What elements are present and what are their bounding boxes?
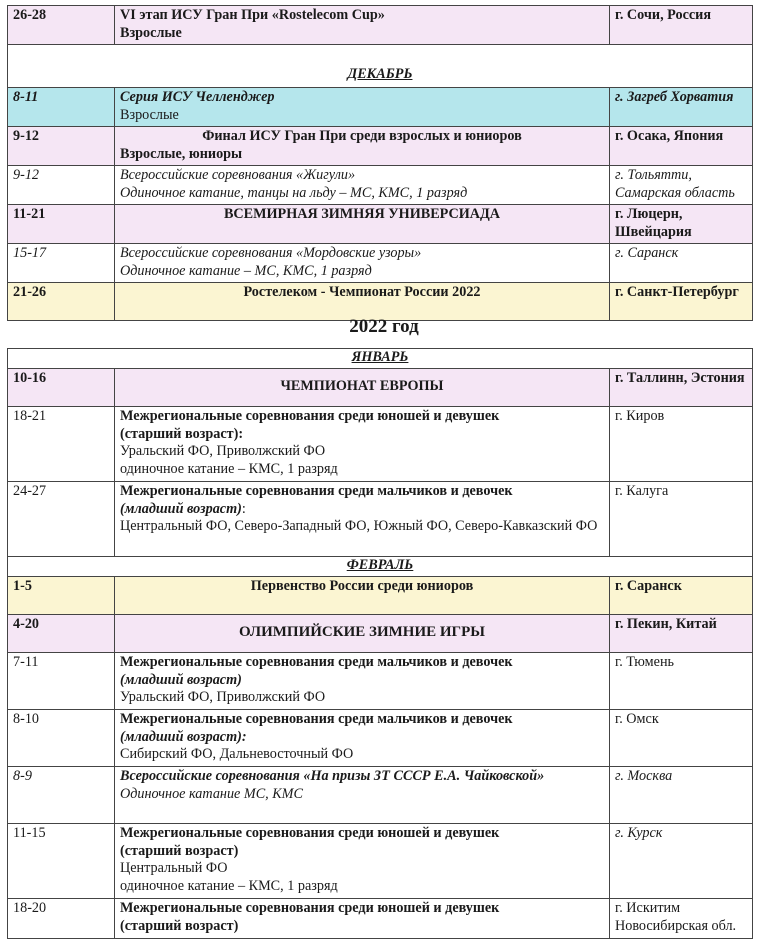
event-category: Взрослые <box>120 106 179 123</box>
date-cell: 24-27 <box>8 482 115 557</box>
event-cell <box>115 6 610 45</box>
table-row <box>8 88 753 127</box>
month-row-january <box>8 349 753 369</box>
table-row <box>8 653 753 710</box>
event-districts: Уральский ФО, Приволжский ФО <box>120 689 326 705</box>
table-row <box>8 369 753 407</box>
date-cell: 8-9 <box>8 767 115 824</box>
event-category: Одиночное катание – МС, КМС, 1 разряд <box>120 262 372 279</box>
table-row <box>8 577 753 615</box>
event-cell: ОЛИМПИЙСКИЕ ЗИМНИЕ ИГРЫ <box>115 615 610 653</box>
event-cell <box>115 899 610 939</box>
table-row <box>8 166 753 205</box>
date-cell: 4-20 <box>8 615 115 653</box>
place-cell: г. Пекин, Китай <box>609 615 752 653</box>
date-cell: 8-10 <box>8 710 115 767</box>
event-cell <box>115 88 610 127</box>
place-cell: г. Москва <box>609 767 752 824</box>
place-cell: г. Тольятти, Самарская область <box>610 166 753 205</box>
event-category: Одиночное катание, танцы на льду – МС, КМС, 1 разряд <box>120 184 468 201</box>
event-title: Межрегиональные соревнования среди мальчиков и девочек <box>120 654 513 670</box>
place-cell: г. Искитим Новосибирская обл. <box>609 899 752 939</box>
place-cell: г. Осака, Япония <box>610 127 753 166</box>
date-cell: 18-21 <box>8 407 115 482</box>
month-row-december <box>8 66 753 88</box>
month-row-february <box>8 557 753 577</box>
month-label: ФЕВРАЛЬ <box>346 557 414 573</box>
table-row <box>8 6 753 45</box>
year-heading: 2022 год <box>349 316 419 337</box>
event-category: Взрослые, юниоры <box>120 145 243 162</box>
date-cell: 11-15 <box>8 824 115 899</box>
event-age: (младший возраст) <box>120 500 242 517</box>
event-title: Серия ИСУ Челленджер <box>120 89 275 105</box>
table-row <box>8 244 753 283</box>
table-row <box>8 710 753 767</box>
place-cell: г. Сочи, Россия <box>610 6 753 45</box>
date-cell: 9-12 <box>8 166 115 205</box>
event-cell <box>115 127 610 166</box>
event-title: Межрегиональные соревнования среди юношей и девушек <box>120 900 500 916</box>
date-cell: 7-11 <box>8 653 115 710</box>
event-discipline: одиночное катание – КМС, 1 разряд <box>120 460 338 477</box>
event-districts: Уральский ФО, Приволжский ФО <box>120 443 326 459</box>
event-title: Финал ИСУ Гран При среди взрослых и юниоров <box>202 128 522 144</box>
place-cell: г. Тюмень <box>609 653 752 710</box>
event-age: (младший возраст) <box>120 671 242 688</box>
event-cell <box>115 244 610 283</box>
date-cell: 8-11 <box>8 88 115 127</box>
date-cell: 26-28 <box>8 6 115 45</box>
event-discipline: одиночное катание – КМС, 1 разряд <box>120 877 338 894</box>
event-cell: ЧЕМПИОНАТ ЕВРОПЫ <box>115 369 610 407</box>
event-cell <box>115 166 610 205</box>
table-row <box>8 767 753 824</box>
event-districts: Центральный ФО <box>120 860 228 876</box>
place-cell: г. Загреб Хорватия <box>610 88 753 127</box>
schedule-table-2022 <box>7 348 753 939</box>
event-age: (старший возраст) <box>120 917 239 934</box>
event-age: (старший возраст) <box>120 842 239 859</box>
event-cell <box>115 767 610 824</box>
event-age: (младший возраст): <box>120 728 247 745</box>
event-districts: Сибирский ФО, Дальневосточный ФО <box>120 746 354 762</box>
month-label: ЯНВАРЬ <box>351 349 409 365</box>
event-title: Межрегиональные соревнования среди мальчиков и девочек <box>120 711 513 727</box>
spacer-row <box>8 45 753 66</box>
event-title: Всероссийские соревнования «Жигули» <box>120 167 356 183</box>
event-cell <box>115 407 610 482</box>
place-cell: г. Санкт-Петербург <box>610 283 753 321</box>
table-row <box>8 283 753 321</box>
event-category: Взрослые <box>120 24 182 41</box>
event-cell: Ростелеком - Чемпионат России 2022 <box>115 283 610 321</box>
table-row <box>8 615 753 653</box>
event-discipline: Одиночное катание МС, КМС <box>120 785 303 802</box>
month-label: ДЕКАБРЬ <box>347 65 413 82</box>
event-cell <box>115 710 610 767</box>
event-age: (старший возраст): <box>120 425 244 442</box>
table-row <box>8 482 753 557</box>
place-cell: г. Омск <box>609 710 752 767</box>
event-age-colon: : <box>241 500 246 517</box>
event-cell <box>115 653 610 710</box>
date-cell: 11-21 <box>8 205 115 244</box>
event-title: Всероссийские соревнования «Мордовские узоры» <box>120 245 422 261</box>
event-cell <box>115 482 610 557</box>
place-cell: г. Киров <box>609 407 752 482</box>
date-cell: 15-17 <box>8 244 115 283</box>
date-cell: 18-20 <box>8 899 115 939</box>
table-row <box>8 127 753 166</box>
event-title: Межрегиональные соревнования среди юношей и девушек <box>120 825 500 841</box>
table-row <box>8 824 753 899</box>
event-cell: ВСЕМИРНАЯ ЗИМНЯЯ УНИВЕРСИАДА <box>115 205 610 244</box>
event-title: VI этап ИСУ Гран При «Rostelecom Cup» <box>120 7 385 23</box>
event-title: Межрегиональные соревнования среди мальчиков и девочек <box>120 483 513 499</box>
date-cell: 9-12 <box>8 127 115 166</box>
place-cell: г. Саранск <box>610 244 753 283</box>
table-row <box>8 899 753 939</box>
place-cell: г. Курск <box>609 824 752 899</box>
event-title: Всероссийские соревнования «На призы ЗТ СССР Е.А. Чайковской» <box>120 768 545 784</box>
schedule-table-2021 <box>7 5 753 321</box>
place-cell: г. Люцерн, Швейцария <box>610 205 753 244</box>
table-row <box>8 407 753 482</box>
place-cell: г. Таллинн, Эстония <box>609 369 752 407</box>
date-cell: 1-5 <box>8 577 115 615</box>
event-title: Межрегиональные соревнования среди юношей и девушек <box>120 408 500 424</box>
date-cell: 21-26 <box>8 283 115 321</box>
place-cell: г. Саранск <box>609 577 752 615</box>
table-row <box>8 205 753 244</box>
event-cell: Первенство России среди юниоров <box>115 577 610 615</box>
event-cell <box>115 824 610 899</box>
event-districts: Центральный ФО, Северо-Западный ФО, Южный ФО, Северо-Кавказский ФО <box>120 518 598 534</box>
place-cell: г. Калуга <box>609 482 752 557</box>
date-cell: 10-16 <box>8 369 115 407</box>
